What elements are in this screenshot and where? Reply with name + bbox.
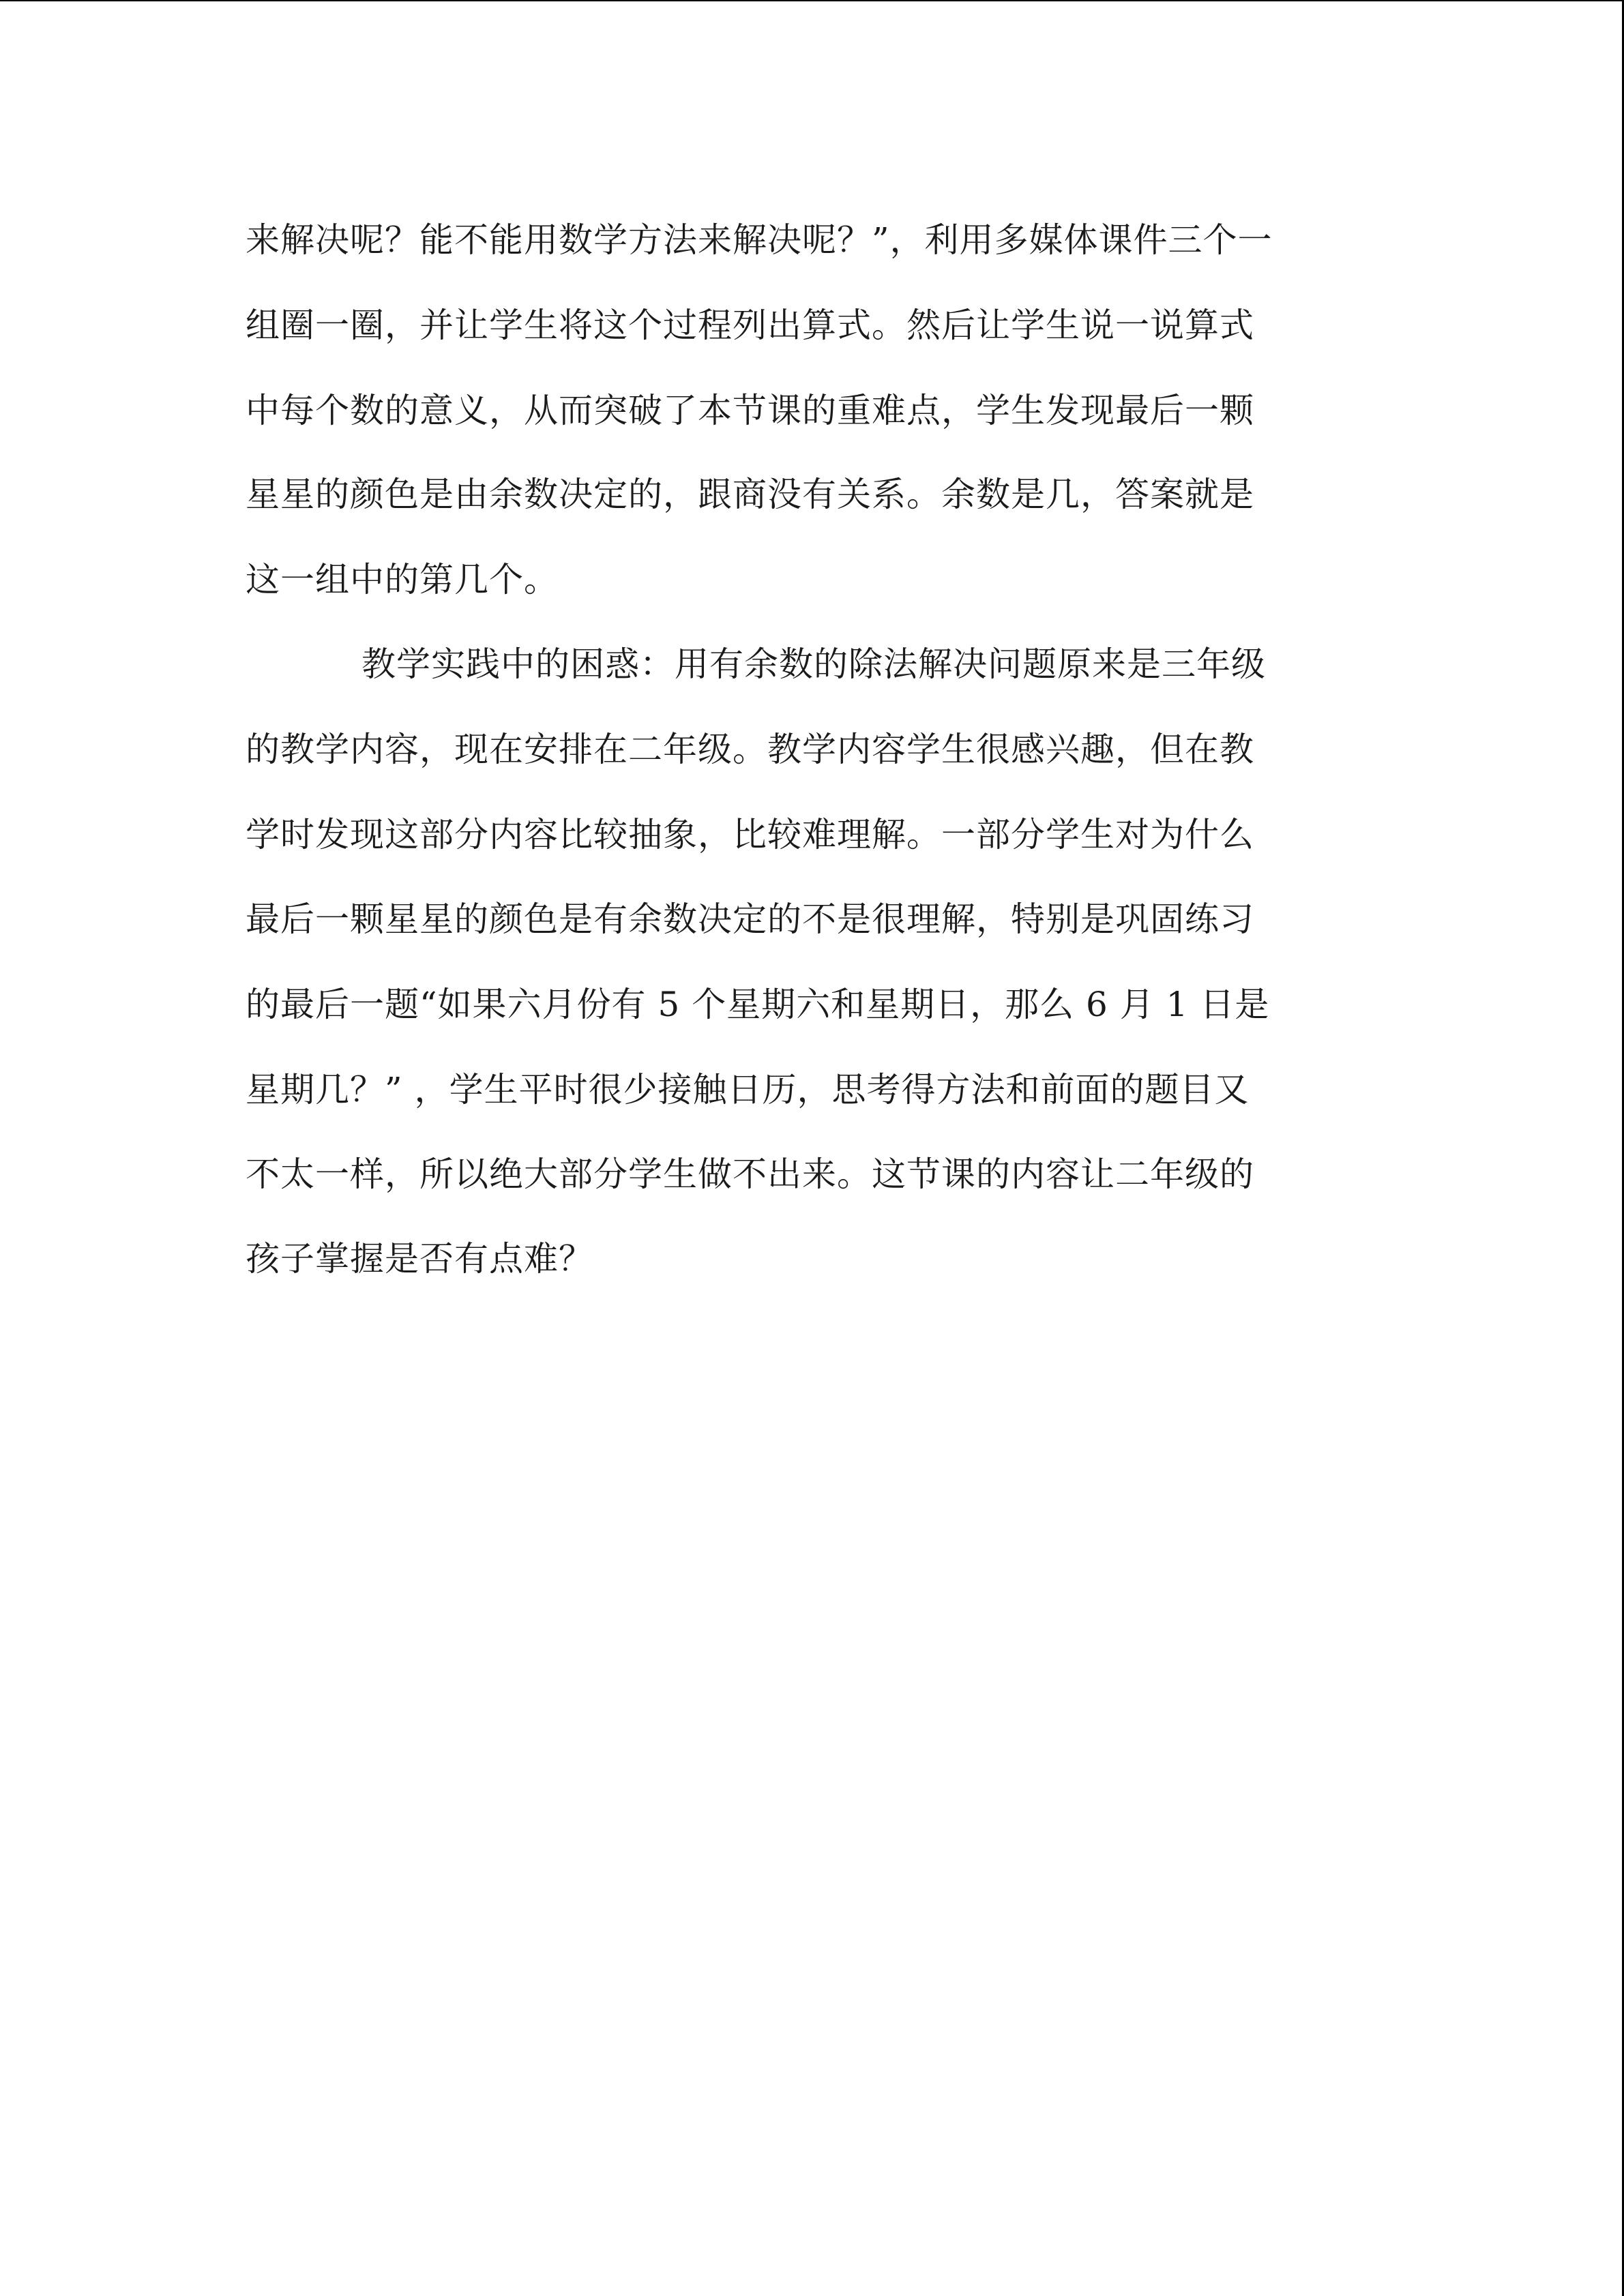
paragraph-2-line-6: 星期几？” ，学生平时很少接触日历，思考得方法和前面的题目又: [246, 1070, 1250, 1109]
paragraph-1-line-1: 来解决呢？能不能用数学方法来解决呢？”，利用多媒体课件三个一: [246, 220, 1273, 260]
paragraph-2-line-4: 最后一颗星星的颜色是有余数决定的不是很理解，特别是巩固练习: [246, 899, 1254, 939]
paragraph-2-line-7: 不太一样，所以绝大部分学生做不出来。这节课的内容让二年级的: [246, 1154, 1254, 1194]
paragraph-2-line-5: 的最后一题“如果六月份有 5 个星期六和星期日，那么 6 月 1 日是: [246, 985, 1270, 1024]
paragraph-2-line-2: 的教学内容，现在安排在二年级。教学内容学生很感兴趣，但在教: [246, 730, 1254, 769]
paragraph-1-line-5: 这一组中的第几个。: [246, 560, 559, 599]
paragraph-2-line-3: 学时发现这部分内容比较抽象，比较难理解。一部分学生对为什么: [246, 815, 1254, 854]
paragraph-2-line-1: 教学实践中的困惑：用有余数的除法解决问题原来是三年级: [361, 644, 1266, 684]
paragraph-1-line-3: 中每个数的意义，从而突破了本节课的重难点，学生发现最后一颗: [246, 391, 1254, 430]
paragraph-1-line-2: 组圈一圈，并让学生将这个过程列出算式。然后让学生说一说算式: [246, 305, 1254, 345]
paragraph-2-line-8: 孩子掌握是否有点难？: [246, 1239, 593, 1279]
paragraph-1-line-4: 星星的颜色是由余数决定的，跟商没有关系。余数是几，答案就是: [246, 475, 1254, 514]
